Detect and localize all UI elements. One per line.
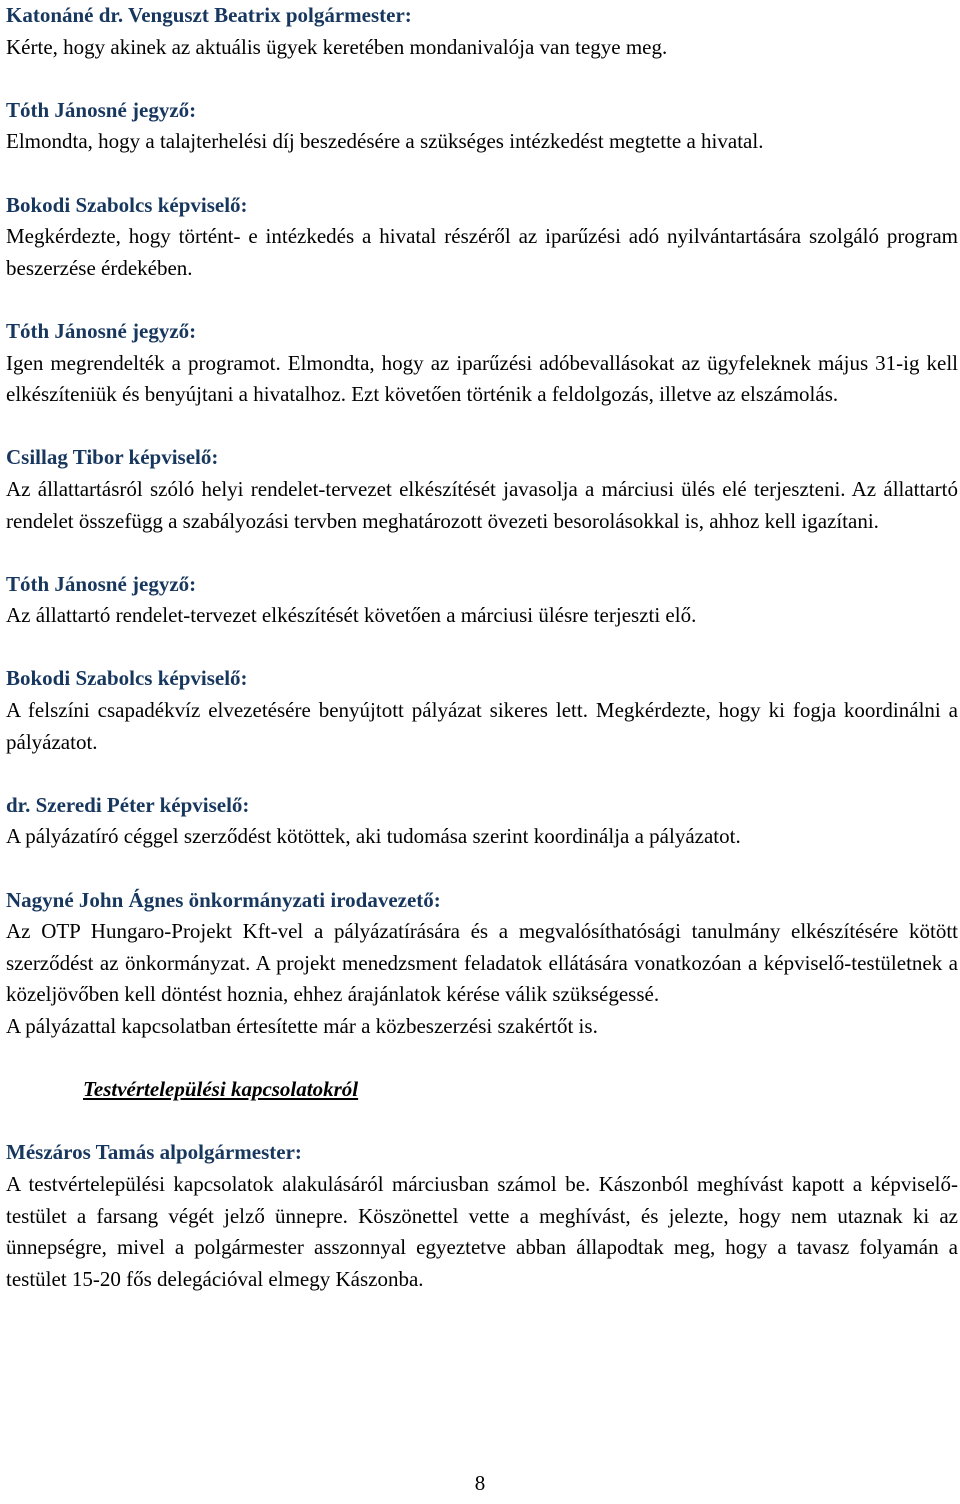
statement-text: Kérte, hogy akinek az aktuális ügyek keretében mondanivalója van tegye meg. [6, 34, 668, 59]
minutes-entry [6, 0, 958, 63]
minutes-entry [6, 1137, 958, 1295]
statement-text: Igen megrendelték a programot. Elmondta, hogy az iparűzési adóbevallásokat az ügyfeleknek május 31-ig kell elkészíteniük és benyújtani a hivatalhoz. Ezt követően történik a feldolgozás, illetve az elszámolás. [6, 350, 958, 407]
statement-text: A felszíni csapadékvíz elvezetésére benyújtott pályázat sikeres lett. Megkérdezte, hogy ki fogja koordinálni a pályázatot. [6, 698, 958, 754]
speaker-name: Nagyné John Ágnes önkormányzati irodavezető: [6, 887, 441, 912]
document-page [6, 0, 958, 1327]
statement-text: Megkérdezte, hogy történt- e intézkedés a hivatal részéről az iparűzési adó nyilvántartására szolgáló program beszerzése érdekében. [6, 224, 958, 280]
minutes-entry [6, 569, 958, 632]
statement-text: A pályázattal kapcsolatban értesítette már a közbeszerzési szakértőt is. [6, 1014, 598, 1038]
speaker-name: Bokodi Szabolcs képviselő: [6, 666, 248, 691]
minutes-entry [6, 885, 958, 1043]
speaker-name: dr. Szeredi Péter képviselő: [6, 792, 250, 817]
speaker-name: Tóth Jánosné jegyző: [6, 318, 197, 343]
speaker-name: Mészáros Tamás alpolgármester: [6, 1140, 302, 1165]
page-number: 8 [474, 1471, 486, 1495]
speaker-name: Tóth Jánosné jegyző: [6, 571, 197, 596]
speaker-name: Tóth Jánosné jegyző: [6, 97, 197, 122]
statement-text: A pályázatíró céggel szerződést kötöttek, aki tudomása szerint koordinálja a pályázatot. [6, 824, 741, 849]
minutes-entry [6, 95, 958, 158]
minutes-entry [6, 663, 958, 758]
section-title: Testvértelepülési kapcsolatokról [83, 1077, 359, 1102]
statement-text: A testvértelepülési kapcsolatok alakulásáról márciusban számol be. Kászonból meghívást kapott a képviselő-testület a farsang végét jelző ünnepre. Köszönettel vette a meghívást, és jelezte, hogy nem utaznak ki az ünnepségre, mivel a polgármester asszonnyal egyeztetve abban állapodtak meg, hogy a tavasz folyamán a testület 15-20 fős delegációval elmegy Kászonba. [6, 1171, 958, 1291]
statement-text: Az állattartásról szóló helyi rendelet-tervezet elkészítését javasolja a márciusi ülés elé terjeszteni. Az állattartó rendelet összefügg a szabályozási tervben meghatározott övezeti besorolásokkal is, ahhoz kell igazítani. [6, 476, 958, 533]
minutes-entry [6, 316, 958, 411]
minutes-entry [6, 442, 958, 537]
speaker-name: Csillag Tibor képviselő: [6, 445, 219, 470]
statement-text: Az állattartó rendelet-tervezet elkészítését követően a márciusi ülésre terjeszti elő. [6, 603, 697, 628]
speaker-name: Katonáné dr. Venguszt Beatrix polgármester: [6, 3, 412, 27]
minutes-entry [6, 190, 958, 285]
statement-text: Az OTP Hungaro-Projekt Kft-vel a pályázatírására és a megvalósíthatósági tanulmány elkészítésére kötött szerződést az önkormányzat. A projekt menedzsment feladatok ellátására vonatkozóan a képviselő-testületnek a közeljövőben kell döntést hoznia, ehhez árajánlatok kérése válik szükségessé. [6, 919, 958, 1007]
statement-text: Elmondta, hogy a talajterhelési díj beszedésére a szükséges intézkedést megtette a hivatal. [6, 129, 764, 154]
speaker-name: Bokodi Szabolcs képviselő: [6, 192, 248, 217]
minutes-entry [6, 790, 958, 853]
